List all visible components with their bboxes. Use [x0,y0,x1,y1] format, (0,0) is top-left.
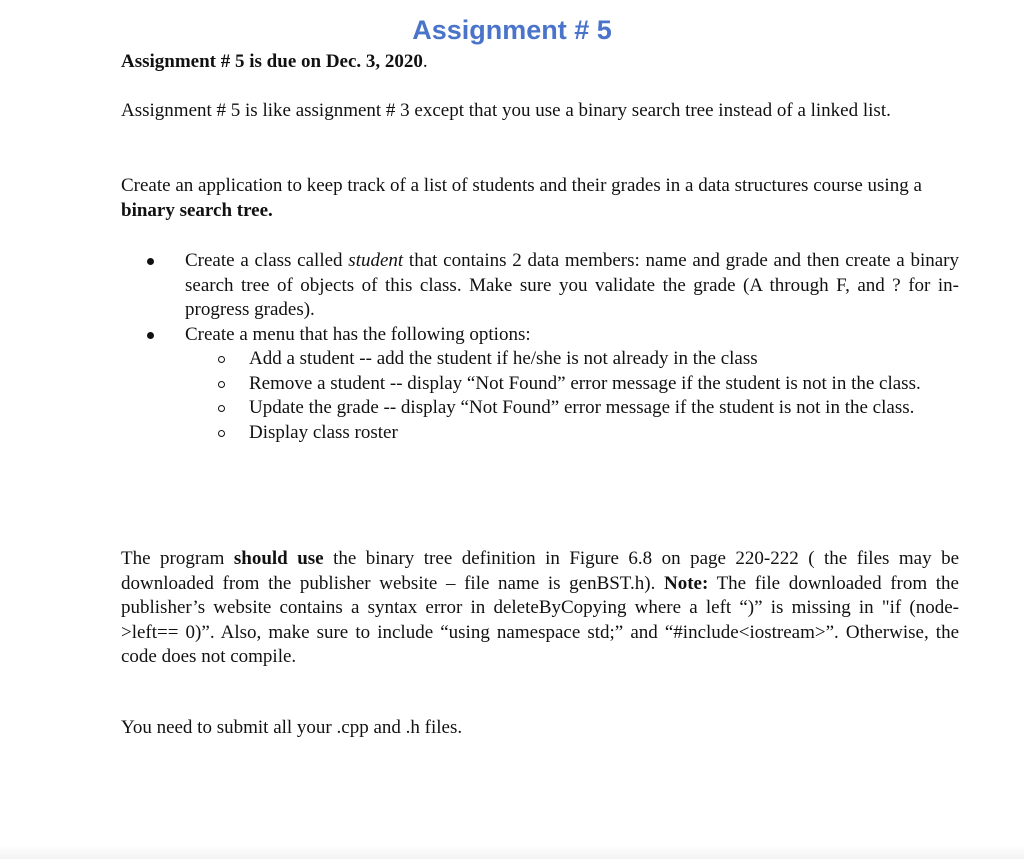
menu-option-text: Update the grade -- display “Not Found” error message if the student is not in the class. [249,397,915,418]
hollow-bullet-icon [218,381,225,388]
menu-option-add [249,347,959,372]
create-application-text: Create an application to keep track of a list of students and their grades in a data structures course using a [121,175,922,196]
hollow-bullet-icon [218,430,225,437]
submit-paragraph: You need to submit all your .cpp and .h files. [121,717,463,738]
program-paragraph [121,547,959,670]
requirement-menu-text: Create a menu that has the following options: [185,323,531,345]
page-bottom-edge [0,845,1024,859]
requirement-class-text-pre: Create a class called [185,250,349,271]
create-application-paragraph [121,174,959,223]
bullet-dot-icon [147,332,154,339]
requirement-class-item [185,249,959,323]
note-label: Note: [663,572,709,594]
menu-option-display [249,421,959,446]
intro-paragraph: Assignment # 5 is like assignment # 3 except that you use a binary search tree instead of a linked list. [121,100,891,121]
student-class-name: student [348,250,404,271]
menu-options-list [185,347,959,445]
requirement-menu-item [185,323,959,446]
menu-option-remove [249,372,959,397]
binary-search-tree-emphasis: binary search tree. [121,199,273,221]
hollow-bullet-icon [218,356,225,363]
program-text-1: The program [121,548,234,569]
due-date-line [121,50,959,75]
menu-option-text: Add a student -- add the student if he/she is not already in the class [249,348,758,369]
due-date-period: . [422,51,428,72]
menu-option-text: Remove a student -- display “Not Found” error message if the student is not in the class. [249,372,921,394]
program-text-3: The file downloaded from the publisher’s website contains a syntax error in deleteByCopying where a left “)” is missing in "if (node->left== 0)”. Also, make sure to include “using namespace std;” and “#include<iostream>”. Otherwise, the code does not compile. [121,572,959,667]
program-text-2: the binary tree definition in Figure 6.8 on page 220-222 ( the files may be downloaded from the publisher website – file name is genBST.h). [121,548,960,594]
bullet-dot-icon [147,258,154,265]
document-title: Assignment # 5 [412,15,612,45]
should-use-emphasis: should use [233,548,324,569]
hollow-bullet-icon [218,405,225,412]
menu-option-update [249,396,959,421]
menu-option-text: Display class roster [249,421,398,443]
requirements-list [185,249,959,445]
requirement-class-text-post: that contains 2 data members: name and grade and then create a binary search tree of objects of this class. Make sure you validate the grade (A through F, and ? for in-progress grades). [185,250,959,320]
due-date-text: Assignment # 5 is due on Dec. 3, 2020 [121,51,423,72]
